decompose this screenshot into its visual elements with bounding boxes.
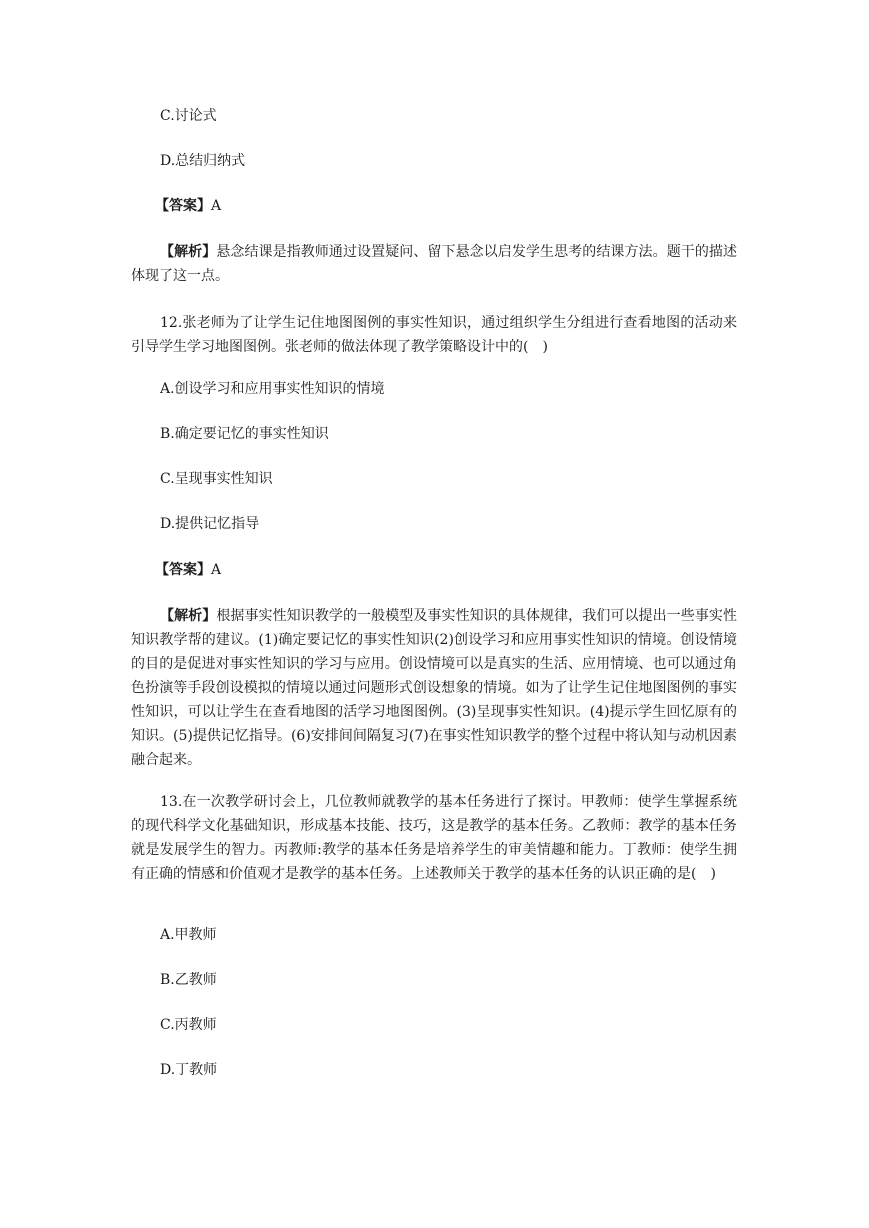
answer-label: 【答案】 xyxy=(155,198,211,214)
q12-option-b: B.确定要记忆的事实性知识 xyxy=(160,426,329,442)
answer-label: 【答案】 xyxy=(155,562,211,578)
q12-answer xyxy=(155,558,765,582)
analysis-text: 悬念结课是指教师通过设置疑问、留下悬念以启发学生思考的结课方法。题干的描述体现了这一点。 xyxy=(131,244,738,284)
q12-option-a: A.创设学习和应用事实性知识的情境 xyxy=(160,381,385,397)
analysis-label: 【解析】 xyxy=(160,608,217,624)
q11-analysis xyxy=(131,240,737,288)
q13-option-d: D.丁教师 xyxy=(160,1062,218,1078)
q12-stem: 12.张老师为了让学生记住地图图例的事实性知识，通过组织学生分组进行查看地图的活动来引导学生学习地图图例。张老师的做法体现了教学策略设计中的( ) xyxy=(131,315,737,355)
answer-value: A xyxy=(211,562,222,578)
q13-stem: 13.在一次教学研讨会上，几位教师就教学的基本任务进行了探讨。甲教师：使学生掌握系统的现代科学文化基础知识，形成基本技能、技巧，这是教学的基本任务。乙教师：教学的基本任务就是发展学生的智力。丙教师:教学的基本任务是培养学生的审美情趣和能力。丁教师：使学生拥有正确的情感和价值观才是教学的基本任务。上述教师关于教学的基本任务的认识正确的是( ) xyxy=(131,794,737,882)
q13-option-a: A.甲教师 xyxy=(160,927,217,943)
q13-option-c: C.丙教师 xyxy=(160,1017,217,1033)
q12-option-c: C.呈现事实性知识 xyxy=(160,471,273,487)
q11-option-c: C.讨论式 xyxy=(160,108,217,124)
q12-option-d: D.提供记忆指导 xyxy=(160,516,260,532)
q12-analysis xyxy=(131,604,737,772)
q13-option-b: B.乙教师 xyxy=(160,972,217,988)
analysis-text: 根据事实性知识教学的一般模型及事实性知识的具体规律，我们可以提出一些事实性知识教学帮的建议。(1)确定要记忆的事实性知识(2)创设学习和应用事实性知识的情境。创设情境的目的是促进对事实性知识的学习与应用。创设情境可以是真实的生活、应用情境、也可以通过角色扮演等手段创设模拟的情境以通过问题形式创设想象的情境。如为了让学生记住地图图例的事实性知识，可以让学生在查看地图的活学习地图图例。(3)呈现事实性知识。(4)提示学生回忆原有的知识。(5)提供记忆指导。(6)安排间间隔复习(7)在事实性知识教学的整个过程中将认知与动机因素融合起来。 xyxy=(131,608,738,768)
q11-answer xyxy=(155,194,765,218)
answer-value: A xyxy=(211,198,222,214)
analysis-label: 【解析】 xyxy=(160,244,217,260)
q11-option-d: D.总结归纳式 xyxy=(160,153,246,169)
